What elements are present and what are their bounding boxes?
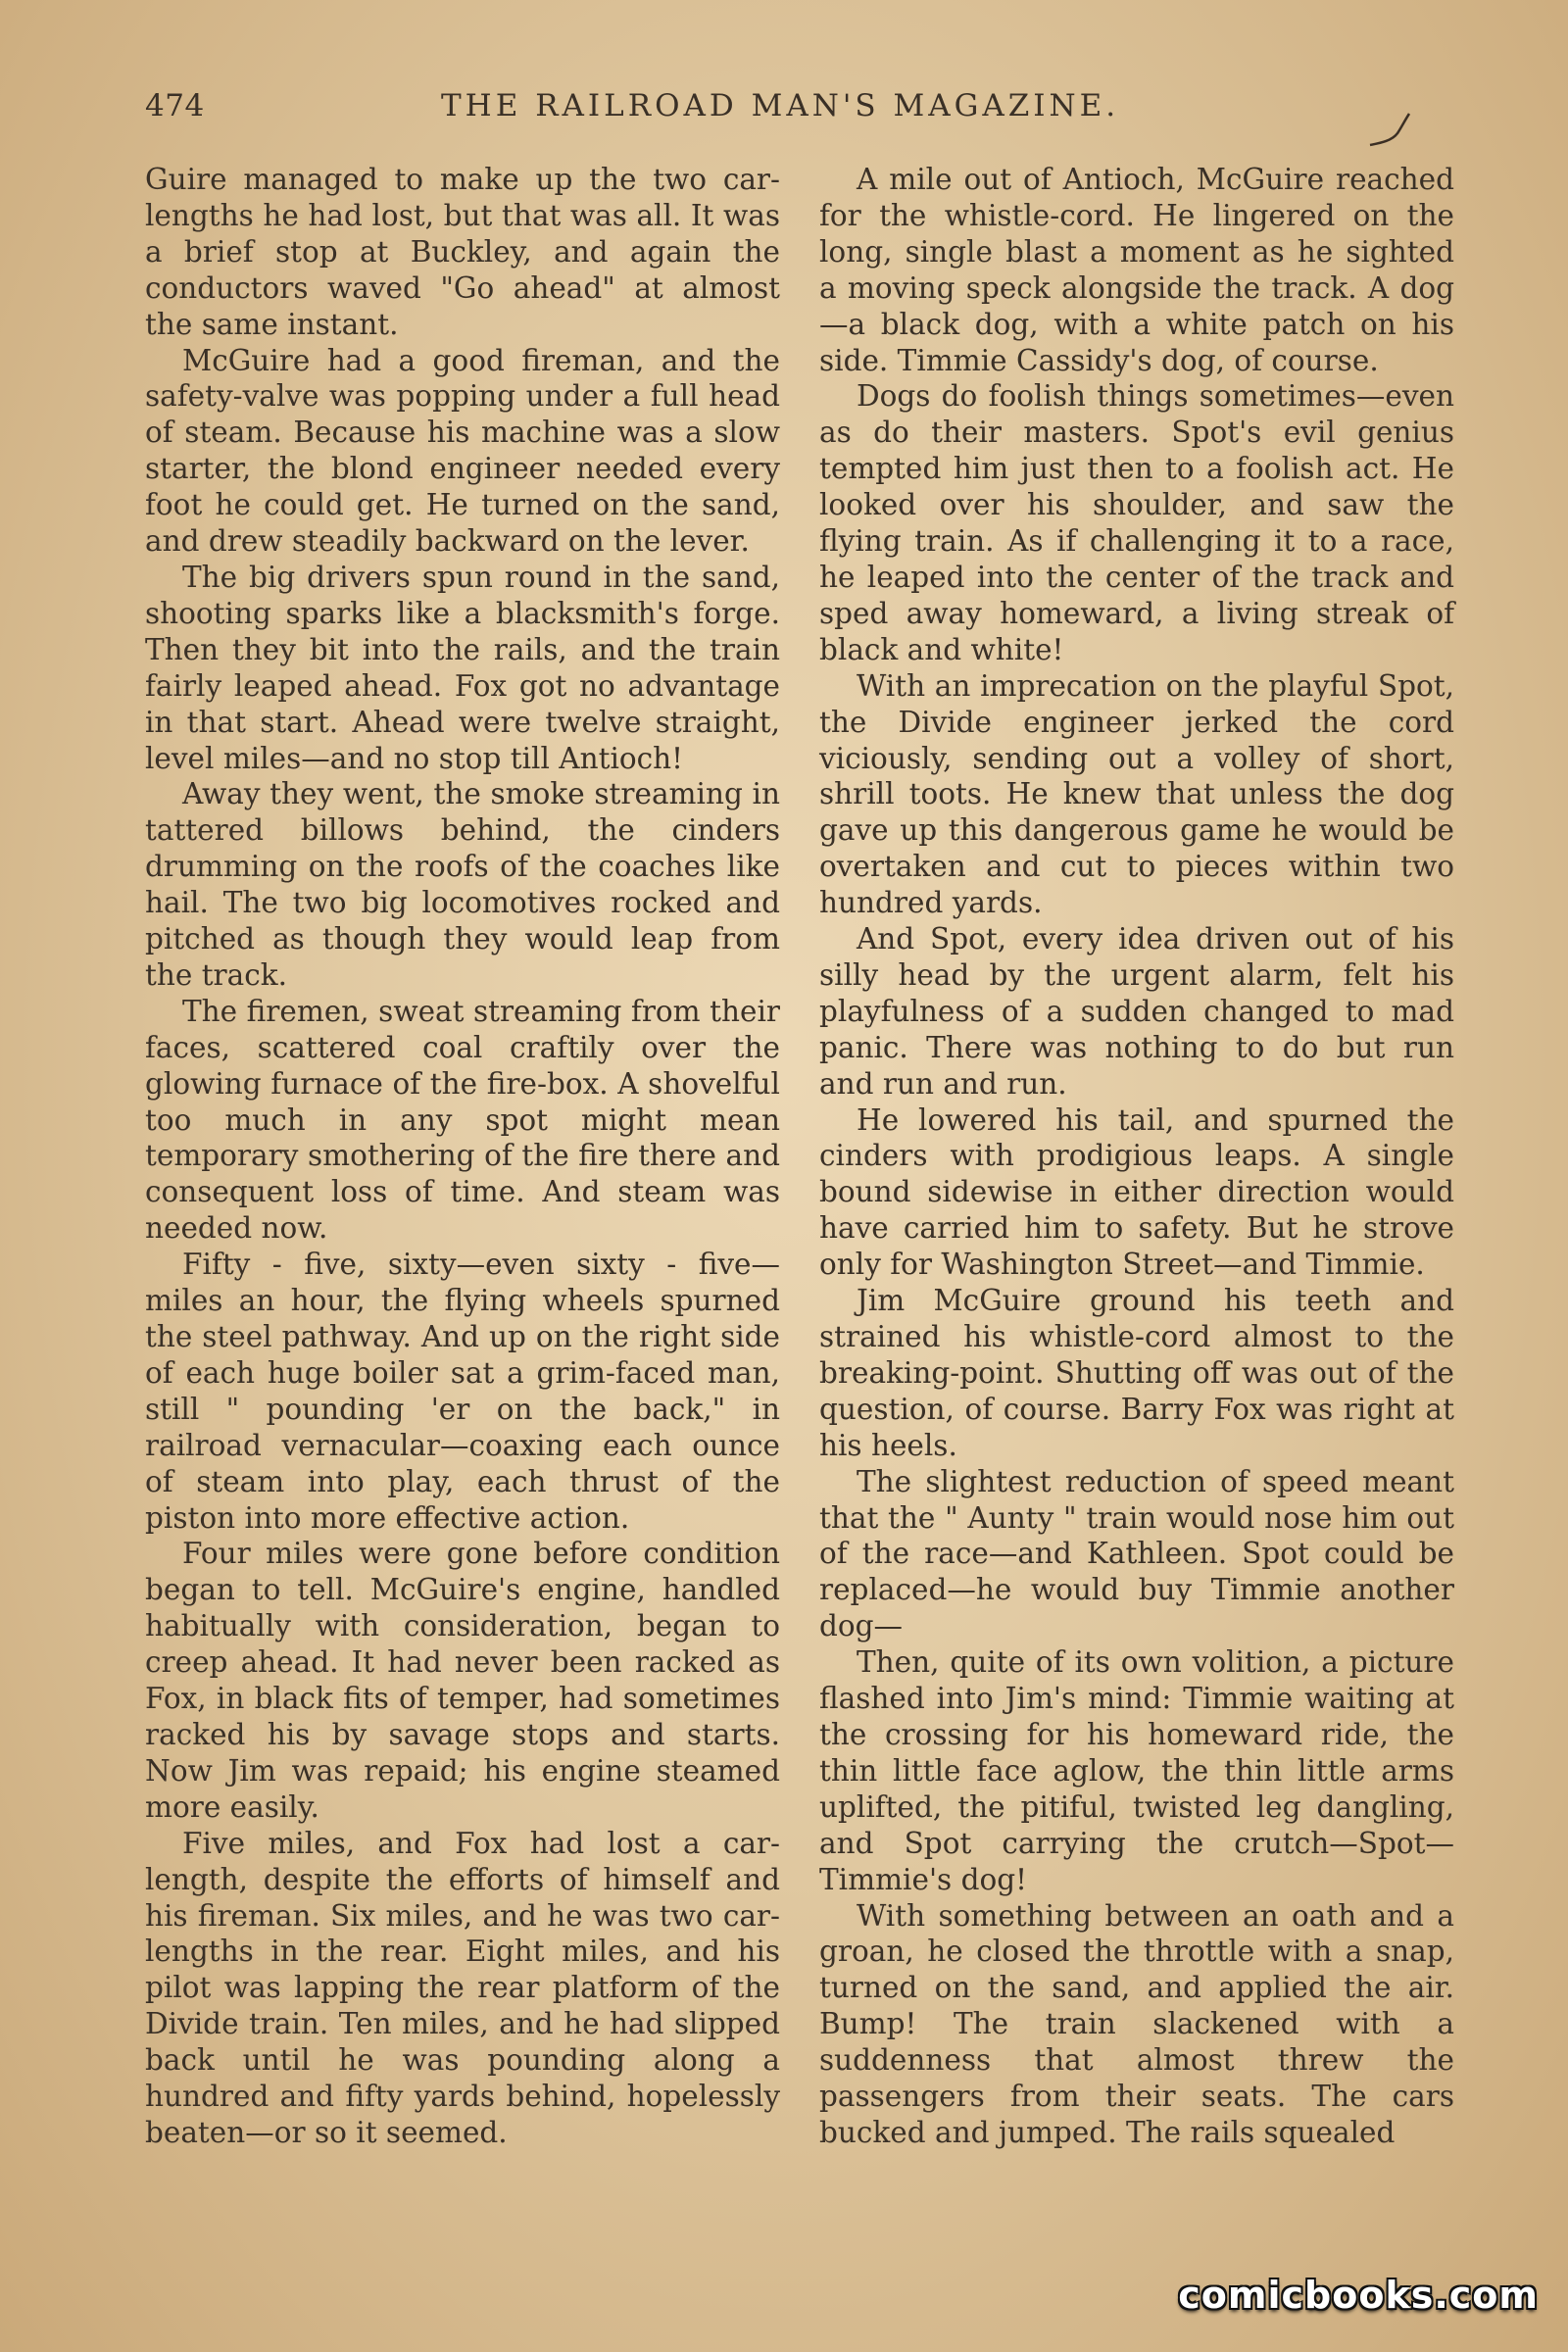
paragraph: Then, quite of its own volition, a picture flashed into Jim's mind: Timmie waiting at the crossing for his homeward ride, the thin little face aglow, the thin little arms uplifted, the pitiful, twisted leg dangling, and Spot carrying the crutch—Spot—Timmie's dog! [819, 1645, 1454, 1896]
site-watermark: comicbooks.com [1178, 2274, 1539, 2317]
pen-mark-icon [1368, 112, 1411, 151]
paragraph: A mile out of Antioch, McGuire reached for the whistle-cord. He lingered on the long, single blast a moment as he sighted a moving speck alongside the track. A dog—a black dog, with a white patch on his side. Timmie Cassidy's dog, of course. [819, 163, 1454, 377]
paragraph: Jim McGuire ground his teeth and strained his whistle-cord almost to the breaking-point. Shutting off was out of the question, of course. Barry Fox was right at his heels. [819, 1284, 1454, 1462]
paragraph: Away they went, the smoke streaming in tattered billows behind, the cinders drumming on the roofs of the coaches like hail. The two big locomotives rocked and pitched as though they would leap from the track. [145, 777, 780, 992]
paragraph: The big drivers spun round in the sand, shooting sparks like a blacksmith's forge. Then they bit into the rails, and the train fairly leaped ahead. Fox got no advantage in that start. Ahead were twelve straight, level miles—and no stop till Antioch! [145, 560, 780, 775]
paragraph: And Spot, every idea driven out of his silly head by the urgent alarm, felt his playfulness of a sudden changed to mad panic. There was nothing to do but run and run and run. [819, 922, 1454, 1101]
paragraph: The firemen, sweat streaming from their faces, scattered coal craftily over the glowing furnace of the fire-box. A shovelful too much in any spot might mean temporary smothering of the fire there and consequent loss of time. And steam was needed now. [145, 994, 780, 1246]
paragraph: Guire managed to make up the two car-lengths he had lost, but that was all. It was a brief stop at Buckley, and again the conductors waved "Go ahead" at almost the same instant. [145, 163, 780, 341]
paragraph: Four miles were gone before condition began to tell. McGuire's engine, handled habitually with consideration, began to creep ahead. It had never been racked as Fox, in black fits of temper, had sometimes racked his by savage stops and starts. Now Jim was repaid; his engine steamed more easily. [145, 1537, 780, 1824]
paragraph: He lowered his tail, and spurned the cinders with prodigious leaps. A single bound sidewise in either direction would have carried him to safety. But he strove only for Washington Street—and Timmie. [819, 1102, 1454, 1282]
paragraph: The slightest reduction of speed meant that the " Aunty " train would nose him out of the race—and Kathleen. Spot could be replaced—he would buy Timmie another dog— [819, 1464, 1454, 1643]
paragraph: Dogs do foolish things sometimes—even as do their masters. Spot's evil genius tempted him just then to a foolish act. He looked over his shoulder, and saw the flying train. As if challenging it to a race, he leaped into the center of the track and sped away homeward, a living streak of black and white! [819, 379, 1454, 666]
running-title: THE RAILROAD MAN'S MAGAZINE. [441, 88, 1120, 123]
paragraph: Five miles, and Fox had lost a car-length, despite the efforts of himself and his fireman. Six miles, and he was two car-lengths in the rear. Eight miles, and his pilot was lapping the rear platform of the Divide train. Ten miles, and he had slipped back until he was pounding along a hundred and fifty yards behind, hopelessly beaten—or so it seemed. [145, 1826, 780, 2149]
paragraph: Fifty - five, sixty—even sixty - five—miles an hour, the flying wheels spurned the steel pathway. And up on the right side of each huge boiler sat a grim-faced man, still " pounding 'er on the back," in railroad vernacular—coaxing each ounce of steam into play, each thrust of the piston into more effective action. [145, 1248, 780, 1535]
left-column [145, 162, 780, 2151]
paragraph: With something between an oath and a groan, he closed the throttle with a snap, turned on the sand, and applied the air. Bump! The train slackened with a suddenness that almost threw the passengers from their seats. The cars bucked and jumped. The rails squealed [819, 1898, 1454, 2149]
page-number: 474 [145, 88, 205, 123]
paragraph: McGuire had a good fireman, and the safety-valve was popping under a full head of steam. Because his machine was a slow starter, the blond engineer needed every foot he could get. He turned on the sand, and drew steadily backward on the lever. [145, 343, 780, 559]
paragraph: With an imprecation on the playful Spot, the Divide engineer jerked the cord viciously, sending out a volley of short, shrill toots. He knew that unless the dog gave up this dangerous game he would be overtaken and cut to pieces within two hundred yards. [819, 668, 1454, 920]
right-column [819, 162, 1454, 2151]
page-header [145, 82, 1463, 131]
